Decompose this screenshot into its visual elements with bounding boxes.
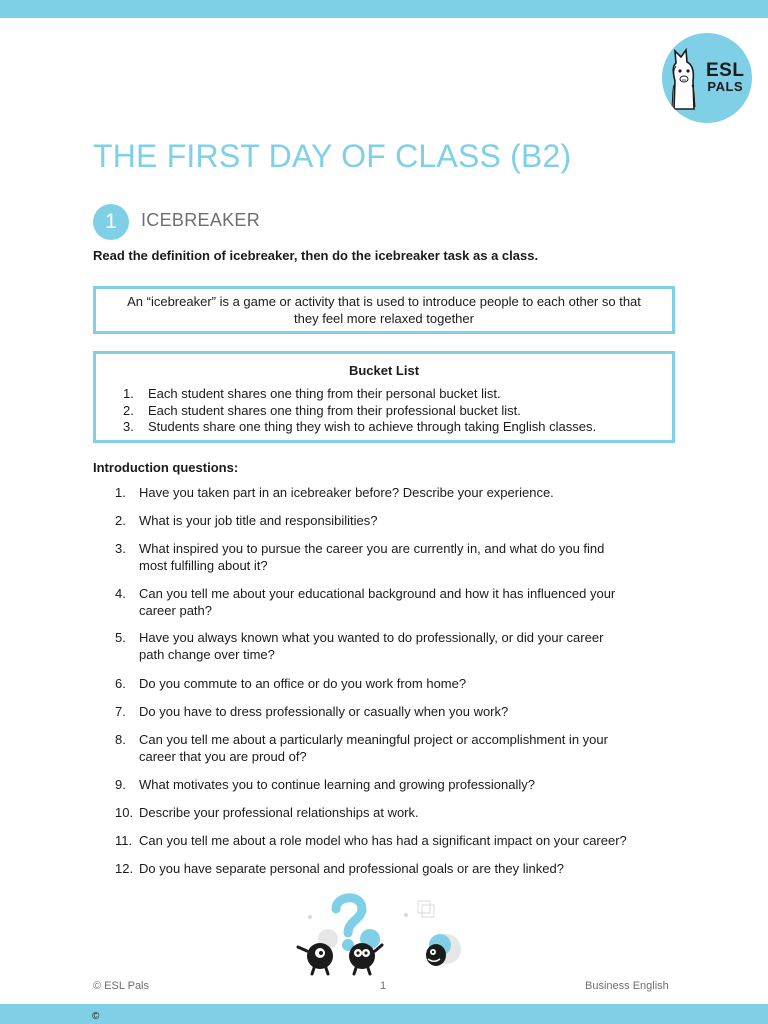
bucket-list-box (93, 351, 675, 443)
definition-line-2: they feel more relaxed together (294, 311, 474, 326)
footer-page-number: 1 (380, 980, 387, 992)
question-line-2: most fulfilling about it? (139, 558, 268, 573)
question-mark-characters-illustration (258, 887, 508, 977)
bottom-accent-bar (0, 1004, 768, 1024)
question-item (115, 860, 675, 877)
copyright-mark: © (92, 1011, 100, 1022)
question-number: 3. (115, 541, 126, 556)
list-item (123, 419, 596, 436)
list-item-number: 3. (123, 419, 134, 434)
section-title: ICEBREAKER (141, 210, 261, 230)
question-line-1: Have you taken part in an icebreaker before? Describe your experience. (139, 485, 554, 500)
question-number: 5. (115, 630, 126, 645)
question-number: 2. (115, 513, 126, 528)
footer-copyright: © ESL Pals (93, 980, 149, 992)
top-accent-bar (0, 0, 768, 18)
question-number: 10. (115, 805, 134, 820)
question-item (115, 776, 675, 793)
footer-subject: Business English (585, 980, 669, 992)
list-item-text: Each student shares one thing from their professional bucket list. (148, 402, 521, 418)
question-number: 4. (115, 586, 126, 601)
question-line-1: Have you always known what you wanted to do professionally, or did your career (139, 630, 604, 645)
question-line-1: Do you have to dress professionally or casually when you work? (139, 704, 509, 719)
question-line-1: What inspired you to pursue the career you are currently in, and what do you find (139, 541, 605, 556)
question-item (115, 675, 675, 692)
list-item (123, 386, 596, 403)
question-line-1: Can you tell me about your educational background and how it has influenced your (139, 586, 616, 601)
question-item (115, 484, 675, 501)
question-line-2: career that you are proud of? (139, 749, 307, 764)
question-line-1: What is your job title and responsibilities? (139, 513, 378, 528)
question-line-1: Can you tell me about a particularly meaningful project or accomplishment in your (139, 732, 608, 747)
bucket-list-items (123, 386, 596, 436)
question-item (115, 585, 675, 619)
list-item-text: Each student shares one thing from their personal bucket list. (148, 386, 501, 401)
question-item (115, 629, 675, 663)
question-line-1: Describe your professional relationships at work. (139, 805, 419, 820)
page-title: THE FIRST DAY OF CLASS (B2) (93, 138, 572, 174)
question-line-2: path change over time? (139, 647, 275, 662)
question-number: 1. (115, 485, 126, 500)
question-number: 11. (115, 833, 133, 848)
question-number: 8. (115, 732, 126, 747)
esl-pals-logo (662, 33, 752, 123)
question-line-1: Do you commute to an office or do you work from home? (139, 676, 467, 691)
bucket-list-title: Bucket List (348, 363, 420, 378)
list-item-number: 1. (123, 386, 134, 401)
logo-text (706, 61, 744, 93)
question-item (115, 512, 675, 529)
question-item (115, 804, 675, 821)
question-number: 12. (115, 861, 134, 876)
question-item (115, 540, 675, 574)
question-number: 6. (115, 676, 126, 691)
question-line-1: Can you tell me about a role model who has had a significant impact on your career? (139, 833, 627, 848)
question-line-1: Do you have separate personal and professional goals or are they linked? (139, 861, 564, 876)
list-item (123, 403, 596, 420)
question-item (115, 832, 675, 849)
question-line-1: What motivates you to continue learning and growing professionally? (139, 777, 536, 792)
list-item-number: 2. (123, 402, 134, 418)
intro-questions-heading: Introduction questions: (93, 460, 239, 475)
question-number: 7. (115, 704, 126, 719)
logo-line2: PALS (707, 79, 744, 94)
definition-box (93, 286, 675, 334)
section-instruction: Read the definition of icebreaker, then do the icebreaker task as a class. (93, 248, 539, 263)
logo-line1: ESL (706, 60, 745, 81)
definition-line-1: An “icebreaker” is a game or activity that is used to introduce people to each other so that (127, 294, 641, 309)
question-number: 9. (115, 777, 126, 792)
section-number-badge: 1 (93, 204, 129, 240)
question-item (115, 703, 675, 720)
list-item-text: Students share one thing they wish to achieve through taking English classes. (148, 419, 597, 434)
question-item (115, 731, 675, 765)
question-line-2: career path? (139, 603, 212, 618)
